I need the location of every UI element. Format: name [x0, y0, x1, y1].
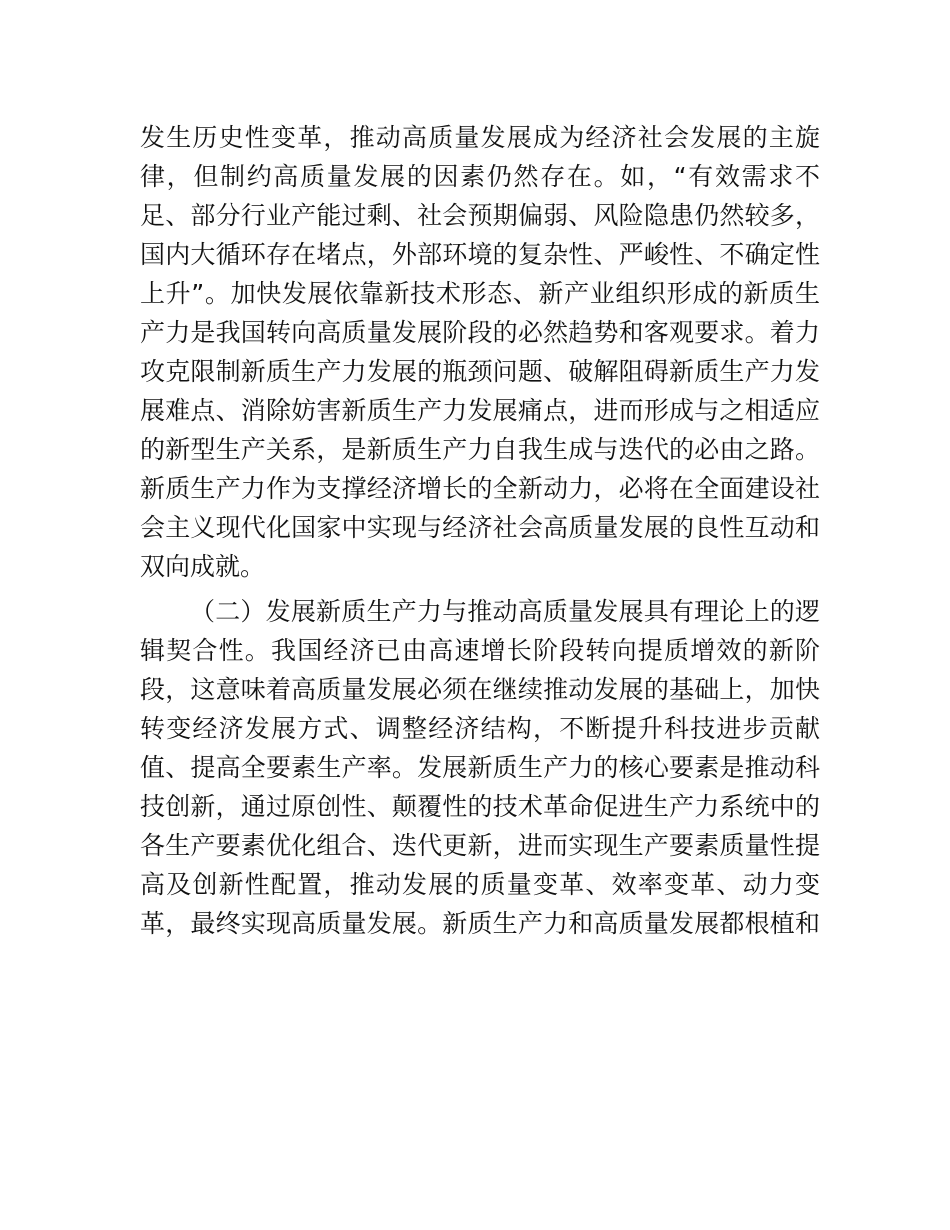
text-line: 高及创新性配置，推动发展的质量变革、效率变革、动力变	[140, 870, 820, 899]
text-line: 各生产要素优化组合、迭代更新，进而实现生产要素质量性提	[140, 831, 820, 860]
text-line: 发生历史性变革，推动高质量发展成为经济社会发展的主旋	[140, 123, 820, 152]
paragraph-1	[140, 118, 820, 586]
text-line: 新质生产力作为支撑经济增长的全新动力，必将在全面建设社	[140, 474, 820, 503]
text-line: 革，最终实现高质量发展。新质生产力和高质量发展都根植和	[140, 909, 820, 938]
section-heading-line: （二）发展新质生产力与推动高质量发展具有理论上的逻	[190, 597, 820, 626]
text-line: 技创新，通过原创性、颠覆性的技术革命促进生产力系统中的	[140, 792, 820, 821]
text-line: 产力是我国转向高质量发展阶段的必然趋势和客观要求。着力	[140, 318, 820, 347]
text-line: 双向成就。	[140, 552, 266, 581]
text-line: 律，但制约高质量发展的因素仍然存在。如，“有效需求不	[140, 162, 820, 191]
text-line: 转变经济发展方式、调整经济结构，不断提升科技进步贡献	[140, 714, 820, 743]
text-line: 国内大循环存在堵点，外部环境的复杂性、严峻性、不确定性	[140, 240, 820, 269]
text-line: 值、提高全要素生产率。发展新质生产力的核心要素是推动科	[140, 753, 820, 782]
text-line: 上升”。加快发展依靠新技术形态、新产业组织形成的新质生	[140, 279, 820, 308]
text-line: 会主义现代化国家中实现与经济社会高质量发展的良性互动和	[140, 513, 820, 542]
text-line: 攻克限制新质生产力发展的瓶颈问题、破解阻碍新质生产力发	[140, 357, 820, 386]
text-line: 展难点、消除妨害新质生产力发展痛点，进而形成与之相适应	[140, 396, 820, 425]
text-line: 足、部分行业产能过剩、社会预期偏弱、风险隐患仍然较多，	[140, 201, 820, 230]
text-line: 辑契合性。我国经济已由高速增长阶段转向提质增效的新阶	[140, 636, 820, 665]
paragraph-2	[140, 592, 820, 943]
text-line: 的新型生产关系，是新质生产力自我生成与迭代的必由之路。	[140, 435, 820, 464]
document-body	[140, 118, 820, 943]
text-line: 段，这意味着高质量发展必须在继续推动发展的基础上，加快	[140, 675, 820, 704]
